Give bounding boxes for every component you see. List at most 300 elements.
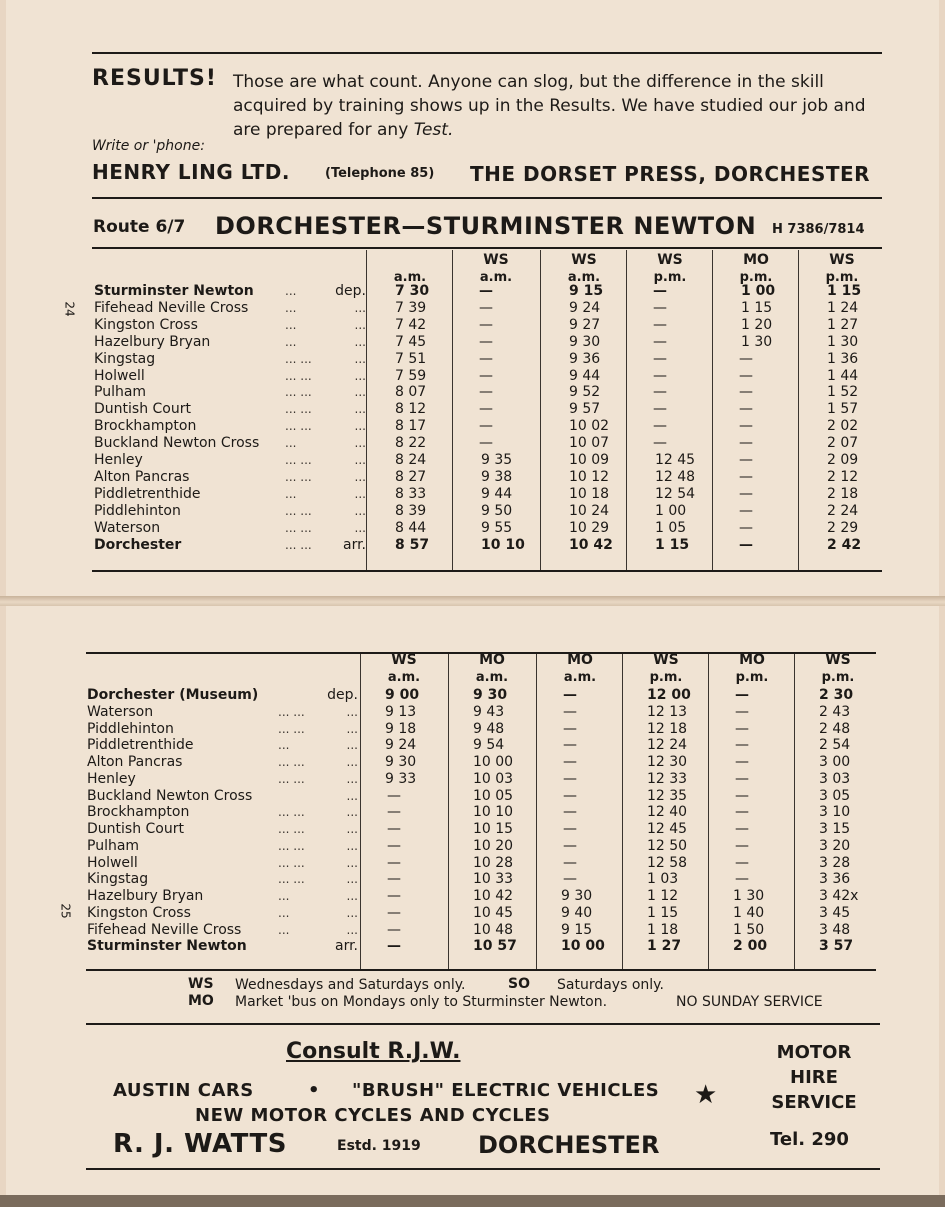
column-period-header: a.m. (475, 670, 509, 685)
time-cell: 9 38 (481, 468, 513, 485)
stop-note: ... (346, 838, 358, 853)
time-cell: — (479, 367, 493, 384)
leader-dots: ... (278, 905, 290, 920)
time-cell: 7 45 (395, 333, 427, 350)
time-cell: 9 50 (481, 502, 513, 519)
time-cell: 10 07 (569, 435, 610, 452)
stop-note: dep. (335, 283, 366, 299)
time-cell: — (735, 804, 749, 821)
leader-dots: ... ... (285, 453, 312, 467)
leader-dots: ... ... (278, 755, 305, 769)
time-cell: 9 15 (569, 283, 604, 299)
time-cell: 1 40 (733, 904, 765, 921)
stop-note: ... (346, 738, 358, 753)
time-cell: 1 44 (827, 367, 859, 384)
column-divider (536, 654, 537, 969)
legend-ws-code: WS (188, 976, 214, 992)
service-label: SERVICE (771, 1092, 857, 1113)
time-cell: 3 45 (819, 904, 851, 921)
time-cell: 1 15 (655, 536, 690, 553)
table-bottom-rule (86, 969, 876, 971)
time-cell: — (479, 384, 493, 401)
divider (86, 1168, 880, 1170)
time-cell: 12 48 (655, 468, 696, 485)
column-period-header: p.m. (735, 670, 769, 685)
motor-cycles: NEW MOTOR CYCLES AND CYCLES (195, 1105, 551, 1126)
time-cell: — (563, 854, 577, 871)
column-day-header: WS (391, 652, 417, 668)
stop-note: arr. (342, 536, 366, 553)
time-cell: — (735, 787, 749, 804)
time-cell: 3 28 (819, 854, 851, 871)
time-cell: — (479, 299, 493, 316)
time-cell: 9 44 (569, 367, 601, 384)
stop-name: Kingston Cross (87, 904, 191, 921)
stop-note: ... (346, 889, 358, 903)
table-bottom-rule (92, 570, 882, 572)
leader-dots: ... ... (285, 503, 312, 518)
leader-dots: ... (285, 300, 297, 315)
stop-name: Kingstag (94, 350, 156, 367)
stop-name: Hazelbury Bryan (94, 333, 211, 350)
time-cell: — (387, 837, 401, 854)
time-cell: 9 30 (473, 687, 508, 703)
time-cell: 1 15 (827, 283, 862, 299)
time-cell: 7 42 (395, 316, 427, 333)
time-cell: — (479, 350, 493, 367)
time-cell: 12 58 (647, 854, 688, 871)
time-cell: 10 18 (569, 485, 610, 502)
column-divider (622, 654, 623, 969)
time-cell: 2 09 (827, 452, 859, 468)
time-cell: — (387, 871, 401, 888)
time-cell: 10 03 (473, 770, 514, 787)
time-cell: 8 17 (395, 418, 427, 435)
stop-name: Henley (94, 452, 143, 468)
time-cell: 3 03 (819, 770, 851, 787)
stop-name: Sturminster Newton (94, 283, 254, 299)
stop-name: Dorchester (94, 536, 182, 553)
time-cell: 12 35 (647, 787, 688, 804)
time-cell: 9 30 (569, 333, 601, 350)
page-number: 25 (58, 903, 73, 919)
route-code: H 7386/7814 (772, 222, 865, 237)
table-top-rule (92, 247, 882, 249)
legend-mo-text: Market 'bus on Mondays only to Sturminster Newton. (235, 994, 608, 1010)
time-cell: 2 54 (819, 737, 851, 754)
time-cell: 1 12 (647, 888, 679, 904)
time-cell: 10 20 (473, 837, 514, 854)
leader-dots: ... ... (278, 704, 305, 719)
time-cell: — (739, 485, 753, 502)
time-cell: 1 50 (733, 921, 765, 938)
time-cell: — (653, 418, 667, 435)
company-telephone: Tel. 290 (770, 1129, 849, 1150)
column-divider (798, 250, 799, 570)
time-cell: 7 39 (395, 299, 427, 316)
column-period-header: a.m. (563, 670, 597, 685)
column-divider (448, 654, 449, 969)
route-label: Route 6/7 (93, 217, 186, 237)
column-period-header: p.m. (653, 270, 687, 285)
stop-name: Brockhampton (94, 418, 197, 435)
stop-name: Holwell (94, 367, 145, 384)
column-period-header: a.m. (393, 270, 427, 285)
time-cell: — (387, 804, 401, 821)
stop-name: Fifehead Neville Cross (94, 299, 249, 316)
stop-name: Piddletrenthide (87, 737, 194, 754)
leader-dots: ... ... (285, 385, 312, 400)
time-cell: 7 51 (395, 350, 427, 367)
time-cell: 1 27 (827, 316, 859, 333)
time-cell: — (479, 401, 493, 418)
column-period-header: p.m. (825, 270, 859, 285)
legend-so-text: Saturdays only. (557, 977, 664, 993)
time-cell: — (735, 720, 749, 737)
leader-dots: ... (278, 889, 290, 903)
stop-name: Piddlehinton (87, 720, 174, 737)
time-cell: — (563, 720, 577, 737)
stop-note: ... (346, 755, 358, 769)
column-divider (452, 250, 453, 570)
time-cell: 10 10 (473, 804, 514, 821)
stop-name: Sturminster Newton (87, 938, 247, 955)
time-cell: 9 52 (569, 384, 601, 401)
company-name: R. J. WATTS (113, 1129, 287, 1159)
column-day-header: WS (657, 252, 683, 268)
time-cell: — (739, 384, 753, 401)
time-cell: 10 00 (473, 754, 514, 770)
time-cell: 9 33 (385, 770, 417, 787)
page-number: 24 (62, 301, 77, 317)
company-telephone: (Telephone 85) (325, 166, 435, 181)
column-day-header: MO (567, 652, 593, 668)
time-cell: 8 57 (395, 536, 430, 553)
austin-cars: AUSTIN CARS (113, 1080, 254, 1101)
time-cell: — (387, 904, 401, 921)
ad-body-emphasis: Test. (413, 120, 454, 140)
time-cell: 9 27 (569, 316, 601, 333)
time-cell: — (563, 754, 577, 770)
time-cell: — (479, 418, 493, 435)
time-cell: 7 59 (395, 367, 427, 384)
stop-name: Henley (87, 770, 136, 787)
stop-name: Waterson (87, 703, 154, 720)
time-cell: 3 36 (819, 871, 851, 888)
time-cell: — (387, 821, 401, 837)
time-cell: 1 30 (827, 333, 859, 350)
leader-dots: ... (285, 284, 297, 298)
time-cell: — (739, 536, 753, 553)
time-cell: 9 36 (569, 350, 601, 367)
leader-dots: ... ... (278, 721, 305, 736)
time-cell: — (563, 687, 577, 703)
time-cell: 1 18 (647, 921, 679, 938)
leader-dots: ... (285, 317, 297, 332)
leader-dots: ... (285, 334, 297, 349)
time-cell: 1 52 (827, 384, 859, 401)
time-cell: — (739, 468, 753, 485)
time-cell: 12 24 (647, 737, 688, 754)
leader-dots: ... ... (285, 402, 312, 417)
stop-note: ... (354, 351, 366, 366)
time-cell: 12 13 (647, 703, 688, 720)
time-cell: 9 18 (385, 720, 417, 737)
stop-name: Fifehead Neville Cross (87, 921, 242, 938)
time-cell: 2 30 (819, 687, 854, 703)
column-day-header: WS (571, 252, 597, 268)
time-cell: — (563, 770, 577, 787)
time-cell: 1 00 (741, 283, 776, 299)
column-day-header: WS (653, 652, 679, 668)
stop-note: ... (346, 721, 358, 736)
divider (92, 197, 882, 199)
time-cell: 1 00 (655, 502, 687, 519)
column-divider (360, 654, 361, 969)
stop-name: Piddletrenthide (94, 485, 201, 502)
time-cell: — (739, 367, 753, 384)
leader-dots: ... (285, 486, 297, 501)
stop-note: dep. (327, 687, 358, 703)
time-cell: 12 30 (647, 754, 688, 770)
time-cell: — (563, 821, 577, 837)
stop-name: Kingstag (87, 871, 149, 888)
stop-note: ... (346, 922, 358, 937)
time-cell: 1 57 (827, 401, 859, 418)
leader-dots: ... ... (278, 805, 305, 820)
column-divider (366, 250, 367, 570)
time-cell: — (653, 299, 667, 316)
column-divider (626, 250, 627, 570)
time-cell: — (387, 921, 401, 938)
time-cell: 1 15 (647, 904, 679, 921)
electric-vehicles: "BRUSH" ELECTRIC VEHICLES (352, 1080, 660, 1101)
time-cell: — (739, 502, 753, 519)
leader-dots: ... (285, 436, 297, 451)
stop-note: arr. (334, 938, 358, 955)
time-cell: — (653, 316, 667, 333)
time-cell: 3 10 (819, 804, 851, 821)
time-cell: 10 10 (481, 536, 525, 553)
time-cell: 3 00 (819, 754, 851, 770)
time-cell: 9 44 (481, 485, 513, 502)
stop-name: Alton Pancras (94, 468, 190, 485)
stop-name: Brockhampton (87, 804, 190, 821)
ad-body-text: Those are what count. Anyone can slog, but the difference in the skill acquired by training shows up in the Results. We have studied our job and are prepared for any (233, 72, 866, 140)
time-cell: 9 24 (385, 737, 417, 754)
stop-note: ... (354, 368, 366, 383)
stop-note: ... (346, 855, 358, 870)
time-cell: 10 33 (473, 871, 514, 888)
time-cell: 10 00 (561, 938, 605, 955)
time-cell: 9 43 (473, 703, 505, 720)
column-divider (708, 654, 709, 969)
stop-name: Holwell (87, 854, 138, 871)
time-cell: — (653, 435, 667, 452)
time-cell: — (735, 871, 749, 888)
leader-dots: ... ... (278, 855, 305, 870)
time-cell: 8 24 (395, 452, 427, 468)
leader-dots: ... ... (285, 469, 312, 484)
stop-name: Buckland Newton Cross (87, 787, 253, 804)
leader-dots: ... ... (285, 368, 312, 383)
time-cell: 10 42 (569, 536, 613, 553)
leader-dots: ... ... (285, 520, 312, 535)
time-cell: 10 15 (473, 821, 514, 837)
time-cell: — (653, 283, 667, 299)
column-day-header: MO (479, 652, 505, 668)
time-cell: — (735, 703, 749, 720)
time-cell: 9 55 (481, 519, 513, 536)
time-cell: — (387, 888, 401, 904)
stop-name: Kingston Cross (94, 316, 198, 333)
time-cell: 2 29 (827, 519, 859, 536)
stop-note: ... (354, 486, 366, 501)
no-sunday-notice: NO SUNDAY SERVICE (676, 994, 823, 1010)
time-cell: 2 02 (827, 418, 859, 435)
stop-name: Hazelbury Bryan (87, 888, 204, 904)
time-cell: 3 57 (819, 938, 854, 955)
time-cell: — (479, 435, 493, 452)
time-cell: — (735, 854, 749, 871)
time-cell: 8 39 (395, 502, 427, 519)
time-cell: — (653, 350, 667, 367)
time-cell: — (735, 770, 749, 787)
time-cell: 1 27 (647, 938, 682, 955)
column-period-header: a.m. (387, 670, 421, 685)
time-cell: — (563, 804, 577, 821)
stop-name: Duntish Court (94, 401, 191, 418)
column-period-header: a.m. (479, 270, 513, 285)
leader-dots: ... (278, 922, 290, 937)
column-period-header: p.m. (821, 670, 855, 685)
column-period-header: p.m. (739, 270, 773, 285)
time-cell: 12 18 (647, 720, 688, 737)
stop-name: Alton Pancras (87, 754, 183, 770)
time-cell: 8 22 (395, 435, 427, 452)
stop-note: ... (346, 788, 358, 803)
leader-dots: ... ... (285, 537, 312, 552)
column-day-header: MO (739, 652, 765, 668)
time-cell: 8 27 (395, 468, 427, 485)
time-cell: 10 28 (473, 854, 514, 871)
time-cell: 9 30 (385, 754, 417, 770)
time-cell: 3 20 (819, 837, 851, 854)
stop-note: ... (354, 385, 366, 400)
stop-note: ... (346, 771, 358, 786)
leader-dots: ... ... (278, 838, 305, 853)
stop-note: ... (354, 453, 366, 467)
column-day-header: MO (743, 252, 769, 268)
time-cell: 9 40 (561, 904, 593, 921)
time-cell: 8 44 (395, 519, 427, 536)
time-cell: 3 05 (819, 787, 851, 804)
time-cell: 9 35 (481, 452, 513, 468)
time-cell: 2 48 (819, 720, 851, 737)
time-cell: — (739, 418, 753, 435)
time-cell: — (479, 316, 493, 333)
time-cell: 3 48 (819, 921, 851, 938)
time-cell: — (563, 837, 577, 854)
time-cell: 9 57 (569, 401, 601, 418)
time-cell: 12 45 (655, 452, 696, 468)
stop-name: Pulham (94, 384, 147, 401)
column-day-header: WS (825, 652, 851, 668)
time-cell: 1 03 (647, 871, 679, 888)
leader-dots: ... ... (285, 419, 312, 434)
book-spine (0, 596, 945, 606)
write-phone-label: Write or 'phone: (92, 138, 205, 154)
time-cell: — (739, 452, 753, 468)
stop-note: ... (354, 520, 366, 535)
time-cell: 12 45 (647, 821, 688, 837)
divider (92, 52, 882, 54)
time-cell: 10 02 (569, 418, 610, 435)
time-cell: 1 30 (741, 333, 773, 350)
time-cell: 9 48 (473, 720, 505, 737)
time-cell: 10 29 (569, 519, 610, 536)
time-cell: 1 30 (733, 888, 765, 904)
stop-name: Buckland Newton Cross (94, 435, 260, 452)
time-cell: 10 09 (569, 452, 610, 468)
company-town: DORCHESTER (478, 1131, 660, 1159)
time-cell: — (563, 737, 577, 754)
time-cell: 10 42 (473, 888, 514, 904)
time-cell: — (739, 435, 753, 452)
time-cell: 9 13 (385, 703, 417, 720)
legend-mo-code: MO (188, 993, 214, 1009)
stop-note: ... (346, 872, 358, 887)
time-cell: — (563, 703, 577, 720)
time-cell: — (387, 787, 401, 804)
stop-note: ... (354, 317, 366, 332)
time-cell: 12 40 (647, 804, 688, 821)
stop-name: Waterson (94, 519, 161, 536)
time-cell: — (387, 938, 401, 955)
time-cell: 1 24 (827, 299, 859, 316)
time-cell: 9 24 (569, 299, 601, 316)
time-cell: 2 12 (827, 468, 859, 485)
leader-dots: ... ... (278, 822, 305, 836)
time-cell: — (739, 519, 753, 536)
time-cell: — (653, 401, 667, 418)
time-cell: 12 00 (647, 687, 691, 703)
leader-dots: ... (278, 738, 290, 753)
column-divider (794, 654, 795, 969)
stop-note: ... (346, 905, 358, 920)
stop-note: ... (346, 704, 358, 719)
company-name: HENRY LING LTD. (92, 160, 290, 184)
hire-label: HIRE (790, 1067, 838, 1088)
stop-note: ... (354, 503, 366, 518)
time-cell: 1 15 (741, 299, 773, 316)
column-divider (712, 250, 713, 570)
time-cell: — (739, 401, 753, 418)
time-cell: — (479, 333, 493, 350)
time-cell: 12 54 (655, 485, 696, 502)
stop-note: ... (354, 300, 366, 315)
time-cell: 2 07 (827, 435, 859, 452)
time-cell: — (479, 283, 493, 299)
route-title: DORCHESTER—STURMINSTER NEWTON (215, 212, 757, 240)
time-cell: — (735, 837, 749, 854)
time-cell: 9 30 (561, 888, 593, 904)
leader-dots: ... ... (278, 771, 305, 786)
stop-name: Piddlehinton (94, 502, 181, 519)
stop-note: ... (354, 334, 366, 349)
time-cell: 2 00 (733, 938, 768, 955)
time-cell: — (735, 687, 749, 703)
